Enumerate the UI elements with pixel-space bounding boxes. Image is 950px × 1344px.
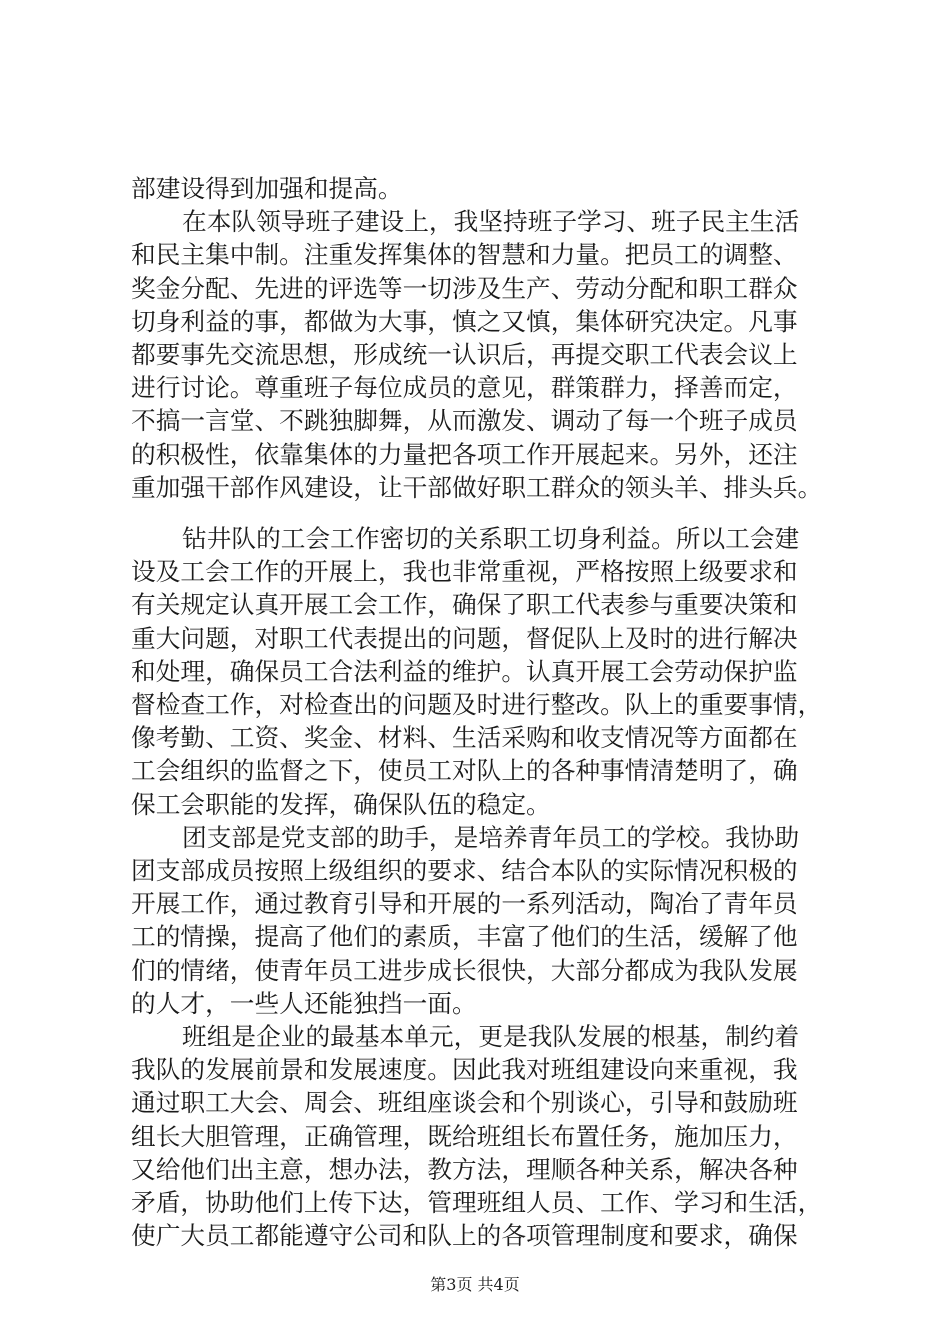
text-line: 像考勤、工资、奖金、材料、生活采购和收支情况等方面都在 <box>131 723 798 752</box>
text-line: 不搞一言堂、不跳独脚舞，从而激发、调动了每一个班子成员 <box>131 406 798 435</box>
text-line: 有关规定认真开展工会工作，确保了职工代表参与重要决策和 <box>131 590 798 619</box>
paragraph-first-line: 班组是企业的最基本单元，更是我队发展的根基，制约着 <box>182 1022 800 1051</box>
text-line: 都要事先交流思想，形成统一认识后，再提交职工代表会议上 <box>131 340 798 369</box>
text-line: 重大问题，对职工代表提出的问题，督促队上及时的进行解决 <box>131 624 798 653</box>
page-number-label: 第3页 共4页 <box>430 1275 520 1294</box>
text-line: 督检查工作，对检查出的问题及时进行整改。队上的重要事情， <box>131 690 823 719</box>
text-line: 矛盾，协助他们上传下达，管理班组人员、工作、学习和生活， <box>131 1188 823 1217</box>
text-line: 切身利益的事，都做为大事，慎之又慎，集体研究决定。凡事 <box>131 307 798 336</box>
text-line: 通过职工大会、周会、班组座谈会和个别谈心，引导和鼓励班 <box>131 1088 798 1117</box>
text-line: 和处理，确保员工合法利益的维护。认真开展工会劳动保护监 <box>131 657 798 686</box>
text-line: 设及工会工作的开展上，我也非常重视，严格按照上级要求和 <box>131 557 798 586</box>
paragraph-first-line: 钻井队的工会工作密切的关系职工切身利益。所以工会建 <box>182 524 800 553</box>
text-line: 组长大胆管理，正确管理，既给班组长布置任务，施加压力， <box>131 1122 798 1151</box>
text-line: 和民主集中制。注重发挥集体的智慧和力量。把员工的调整、 <box>131 240 798 269</box>
text-line: 奖金分配、先进的评选等一切涉及生产、劳动分配和职工群众 <box>131 274 798 303</box>
text-line: 部建设得到加强和提高。 <box>131 174 403 203</box>
text-line: 使广大员工都能遵守公司和队上的各项管理制度和要求，确保 <box>131 1221 798 1250</box>
text-line: 工会组织的监督之下，使员工对队上的各种事情清楚明了，确 <box>131 756 798 785</box>
text-line: 工的情操，提高了他们的素质，丰富了他们的生活，缓解了他 <box>131 922 798 951</box>
text-line: 开展工作，通过教育引导和开展的一系列活动，陶冶了青年员 <box>131 889 798 918</box>
text-line: 保工会职能的发挥，确保队伍的稳定。 <box>131 790 551 819</box>
text-line: 的人才，一些人还能独挡一面。 <box>131 989 477 1018</box>
text-line: 团支部成员按照上级组织的要求、结合本队的实际情况积极的 <box>131 856 798 885</box>
text-line: 又给他们出主意，想办法，教方法，理顺各种关系，解决各种 <box>131 1155 798 1184</box>
text-line: 重加强干部作风建设，让干部做好职工群众的领头羊、排头兵。 <box>131 473 823 502</box>
page-footer <box>0 1274 950 1296</box>
paragraph-first-line: 在本队领导班子建设上，我坚持班子学习、班子民主生活 <box>182 207 800 236</box>
paragraph-first-line: 团支部是党支部的助手，是培养青年员工的学校。我协助 <box>182 823 800 852</box>
text-line: 的积极性，依靠集体的力量把各项工作开展起来。另外，还注 <box>131 440 798 469</box>
text-line: 们的情绪，使青年员工进步成长很快，大部分都成为我队发展 <box>131 956 798 985</box>
text-line: 进行讨论。尊重班子每位成员的意见，群策群力，择善而定， <box>131 373 798 402</box>
text-line: 我队的发展前景和发展速度。因此我对班组建设向来重视，我 <box>131 1055 798 1084</box>
